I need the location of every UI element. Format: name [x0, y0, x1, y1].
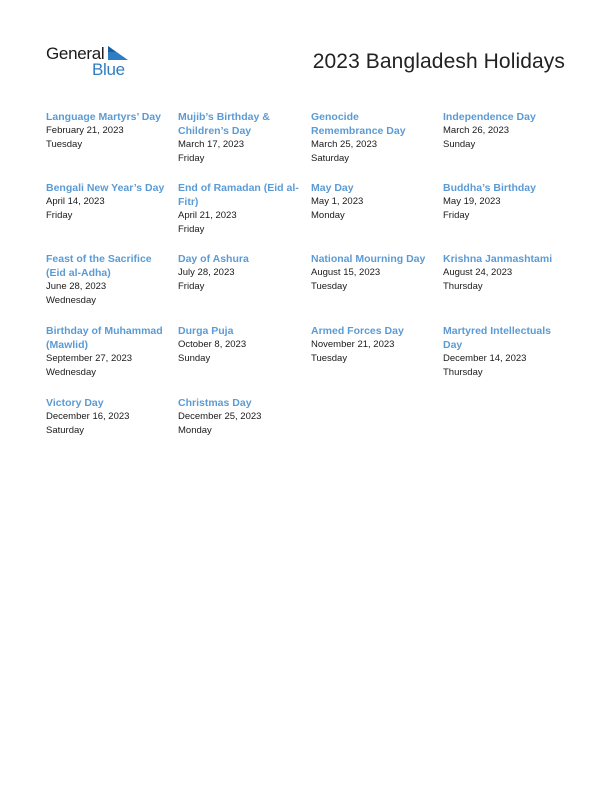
holiday-item — [443, 110, 567, 152]
holiday-item — [46, 181, 170, 223]
holiday-name: Krishna Janmashtami — [443, 253, 553, 265]
holiday-name: Birthday of Muhammad (Mawlid) — [46, 325, 163, 351]
holiday-item — [178, 252, 302, 294]
holiday-date: December 25, 2023 — [178, 411, 262, 422]
holiday-name: Mujib’s Birthday & Children’s Day — [178, 111, 270, 137]
holiday-weekday: Tuesday — [46, 139, 83, 150]
holiday-name: Buddha’s Birthday — [443, 182, 536, 194]
holiday-date: May 1, 2023 — [311, 196, 364, 207]
logo-word-general: General — [46, 44, 105, 63]
holiday-name: May Day — [311, 182, 354, 194]
holiday-weekday: Friday — [178, 224, 205, 235]
holiday-item — [178, 181, 300, 237]
holiday-item — [46, 324, 170, 380]
holiday-item — [443, 181, 567, 223]
holiday-name: Independence Day — [443, 111, 536, 123]
holiday-date: May 19, 2023 — [443, 196, 501, 207]
holiday-item — [46, 110, 170, 152]
holiday-date: December 16, 2023 — [46, 411, 130, 422]
holiday-weekday: Monday — [178, 425, 212, 436]
holiday-weekday: Sunday — [443, 139, 476, 150]
holiday-item — [443, 324, 561, 380]
holiday-date: December 14, 2023 — [443, 353, 527, 364]
holiday-item — [311, 181, 435, 223]
holiday-weekday: Wednesday — [46, 367, 96, 378]
holiday-name: Genocide Remembrance Day — [311, 111, 406, 137]
generalblue-logo — [46, 44, 136, 80]
holiday-date: April 21, 2023 — [178, 210, 237, 221]
holiday-item — [311, 110, 421, 166]
holiday-name: End of Ramadan (Eid al-Fitr) — [178, 182, 299, 208]
holiday-date: October 8, 2023 — [178, 339, 247, 350]
holiday-name: Language Martyrs’ Day — [46, 111, 161, 123]
holiday-name: Day of Ashura — [178, 253, 249, 265]
holiday-date: July 28, 2023 — [178, 267, 235, 278]
holiday-weekday: Wednesday — [46, 295, 96, 306]
logo-word-blue: Blue — [92, 60, 125, 79]
holiday-date: March 26, 2023 — [443, 125, 510, 136]
holiday-item — [311, 252, 435, 294]
holiday-date: March 25, 2023 — [311, 139, 378, 150]
holiday-date: August 15, 2023 — [311, 267, 381, 278]
holiday-weekday: Thursday — [443, 281, 483, 292]
holiday-item — [46, 396, 170, 438]
holiday-item — [178, 324, 302, 366]
holiday-item — [311, 324, 435, 366]
holiday-weekday: Friday — [178, 153, 205, 164]
holiday-name: Feast of the Sacrifice (Eid al-Adha) — [46, 253, 152, 279]
holiday-date: August 24, 2023 — [443, 267, 513, 278]
holiday-name: Victory Day — [46, 397, 104, 409]
holiday-item — [443, 252, 573, 294]
holiday-weekday: Monday — [311, 210, 345, 221]
holiday-weekday: Thursday — [443, 367, 483, 378]
holiday-name: Armed Forces Day — [311, 325, 404, 337]
holiday-weekday: Saturday — [311, 153, 350, 164]
holiday-date: February 21, 2023 — [46, 125, 124, 136]
holiday-weekday: Tuesday — [311, 353, 348, 364]
holiday-item — [178, 110, 300, 166]
holiday-date: April 14, 2023 — [46, 196, 105, 207]
holiday-date: September 27, 2023 — [46, 353, 133, 364]
holiday-date: June 28, 2023 — [46, 281, 107, 292]
holiday-weekday: Friday — [443, 210, 470, 221]
holiday-weekday: Sunday — [178, 353, 211, 364]
holiday-name: Christmas Day — [178, 397, 252, 409]
holiday-weekday: Friday — [178, 281, 205, 292]
holiday-name: Durga Puja — [178, 325, 234, 337]
holiday-item — [46, 252, 164, 308]
holiday-weekday: Saturday — [46, 425, 85, 436]
holiday-date: March 17, 2023 — [178, 139, 245, 150]
holiday-name: Bengali New Year’s Day — [46, 182, 165, 194]
page-title: 2023 Bangladesh Holidays — [312, 50, 565, 73]
holiday-name: Martyred Intellectuals Day — [443, 325, 551, 351]
holiday-name: National Mourning Day — [311, 253, 426, 265]
holiday-date: November 21, 2023 — [311, 339, 395, 350]
holiday-weekday: Friday — [46, 210, 73, 221]
holiday-weekday: Tuesday — [311, 281, 348, 292]
holiday-item — [178, 396, 302, 438]
